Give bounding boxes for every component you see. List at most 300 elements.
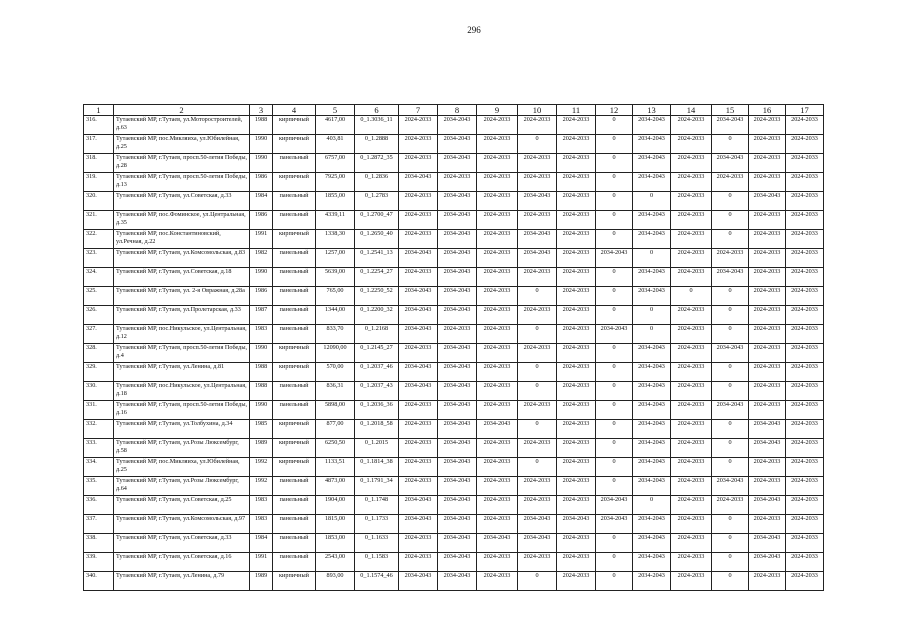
address-cell: Тутаевский МР, г.Тутаев, ул.Толбухина, д.34 — [114, 420, 250, 439]
table-cell: 2024-2033 — [786, 553, 824, 572]
table-cell: 1984 — [250, 192, 273, 211]
table-cell: 0 — [596, 173, 633, 192]
table-cell: кирпичный — [273, 230, 316, 249]
table-cell: 2024-2033 — [671, 192, 712, 211]
address-cell: Тутаевский МР, г.Тутаев, ул.Ленина, д.79 — [114, 572, 250, 591]
table-cell: 2024-2033 — [749, 344, 786, 363]
table-cell: панельный — [273, 496, 316, 515]
address-cell: Тутаевский МР, г.Тутаев, ул. 2-я Овражная, д.28а — [114, 287, 250, 306]
table-cell: 2024-2033 — [477, 268, 518, 287]
table-cell: 2024-2033 — [749, 249, 786, 268]
table-row — [84, 477, 824, 496]
row-number-cell: 325. — [84, 287, 114, 306]
table-cell: 0 — [518, 382, 557, 401]
table-cell: 2024-2033 — [786, 116, 824, 135]
table-row — [84, 287, 824, 306]
table-cell: 2034-2043 — [438, 401, 477, 420]
table-cell: 2024-2033 — [749, 116, 786, 135]
table-cell: 2024-2033 — [477, 572, 518, 591]
table-cell: 1987 — [250, 306, 273, 325]
table-cell: 12090,00 — [316, 344, 355, 363]
table-cell: 2034-2043 — [399, 496, 438, 515]
column-header: 7 — [399, 105, 438, 116]
row-number-cell: 331. — [84, 401, 114, 420]
table-cell: кирпичный — [273, 116, 316, 135]
table-cell: 1988 — [250, 116, 273, 135]
table-cell: 2034-2043 — [749, 534, 786, 553]
table-cell: 2034-2043 — [712, 268, 749, 287]
table-cell: кирпичный — [273, 572, 316, 591]
table-cell: 2034-2043 — [633, 173, 671, 192]
address-cell: Тутаевский МР, г.Тутаев, ул.Моторостроителей, д.63 — [114, 116, 250, 135]
address-cell: Тутаевский МР, г.Тутаев, ул.Комсомольская, д.83 — [114, 249, 250, 268]
table-cell: 1990 — [250, 268, 273, 287]
table-cell: 0_1.2872_35 — [355, 154, 399, 173]
table-cell: 0 — [596, 420, 633, 439]
table-cell: 2024-2033 — [399, 230, 438, 249]
table-cell: 2024-2033 — [438, 173, 477, 192]
table-cell: 0 — [596, 306, 633, 325]
row-number-cell: 334. — [84, 458, 114, 477]
table-cell: панельный — [273, 192, 316, 211]
table-cell: 2024-2033 — [786, 154, 824, 173]
table-cell: 0_1.2783 — [355, 192, 399, 211]
table-cell: 2034-2043 — [596, 325, 633, 344]
table-cell: 2034-2043 — [518, 249, 557, 268]
table-cell: 2034-2043 — [399, 515, 438, 534]
table-cell: 0 — [712, 515, 749, 534]
table-cell: 2034-2043 — [633, 135, 671, 154]
table-cell: панельный — [273, 553, 316, 572]
table-cell: 2034-2043 — [438, 116, 477, 135]
table-cell: 2024-2033 — [557, 249, 596, 268]
table-cell: 2034-2043 — [633, 401, 671, 420]
table-cell: 2024-2033 — [671, 439, 712, 458]
table-cell: 2024-2033 — [786, 420, 824, 439]
table-cell: 2024-2033 — [786, 572, 824, 591]
table-cell: 2034-2043 — [438, 230, 477, 249]
table-cell: 2024-2033 — [518, 439, 557, 458]
table-cell: 2024-2033 — [712, 249, 749, 268]
table-cell: 0_1.2650_40 — [355, 230, 399, 249]
table-cell: 2024-2033 — [399, 268, 438, 287]
table-cell: 2024-2033 — [749, 154, 786, 173]
table-cell: 0 — [712, 572, 749, 591]
table-cell: 2034-2043 — [596, 515, 633, 534]
table-cell: 2024-2033 — [518, 154, 557, 173]
table-cell: 2024-2033 — [557, 420, 596, 439]
table-row — [84, 306, 824, 325]
table-cell: 2024-2033 — [518, 553, 557, 572]
table-cell: 2024-2033 — [477, 154, 518, 173]
table-cell: 0_1.3036_11 — [355, 116, 399, 135]
table-cell: 1990 — [250, 401, 273, 420]
column-header: 8 — [438, 105, 477, 116]
row-number-cell: 323. — [84, 249, 114, 268]
table-cell: 2024-2033 — [399, 439, 438, 458]
table-cell: 2034-2043 — [438, 572, 477, 591]
table-cell: 403,81 — [316, 135, 355, 154]
table-cell: 2024-2033 — [557, 496, 596, 515]
table-cell: 1983 — [250, 515, 273, 534]
table-cell: 0 — [596, 268, 633, 287]
table-cell: 0 — [712, 363, 749, 382]
table-cell: панельный — [273, 515, 316, 534]
table-cell: 2024-2033 — [671, 477, 712, 496]
table-cell: 2024-2033 — [399, 477, 438, 496]
table-cell: 2034-2043 — [633, 439, 671, 458]
table-cell: 2034-2043 — [399, 173, 438, 192]
table-cell: 1815,00 — [316, 515, 355, 534]
address-cell: Тутаевский МР, пос.Фоминское, ул.Центральная, д.35 — [114, 211, 250, 230]
table-cell: 1990 — [250, 344, 273, 363]
table-cell: 2024-2033 — [786, 401, 824, 420]
table-cell: 0 — [596, 363, 633, 382]
table-cell: 893,00 — [316, 572, 355, 591]
table-cell: 6757,00 — [316, 154, 355, 173]
table-cell: кирпичный — [273, 135, 316, 154]
row-number-cell: 335. — [84, 477, 114, 496]
column-header: 14 — [671, 105, 712, 116]
table-cell: 0 — [712, 420, 749, 439]
table-cell: 0_1.2200_32 — [355, 306, 399, 325]
table-cell: 0_1.2037_46 — [355, 363, 399, 382]
table-cell: 2024-2033 — [399, 458, 438, 477]
table-cell: 2024-2033 — [557, 230, 596, 249]
table-cell: 2034-2043 — [399, 382, 438, 401]
table-cell: 2034-2043 — [438, 534, 477, 553]
table-cell: панельный — [273, 268, 316, 287]
table-cell: 2034-2043 — [633, 154, 671, 173]
table-cell: 2024-2033 — [477, 553, 518, 572]
table-cell: 1989 — [250, 439, 273, 458]
table-row — [84, 230, 824, 249]
address-cell: Тутаевский МР, г.Тутаев, ул.Советская, д.25 — [114, 496, 250, 515]
table-cell: 1986 — [250, 211, 273, 230]
column-header: 11 — [557, 105, 596, 116]
table-cell: 2034-2043 — [633, 230, 671, 249]
table-cell: 2034-2043 — [712, 477, 749, 496]
column-header: 1 — [84, 105, 114, 116]
table-cell: 2024-2033 — [518, 173, 557, 192]
table-cell: 2034-2043 — [477, 420, 518, 439]
column-header: 5 — [316, 105, 355, 116]
row-number-cell: 329. — [84, 363, 114, 382]
table-cell: 0 — [712, 306, 749, 325]
data-table — [83, 104, 824, 591]
table-cell: 2024-2033 — [749, 211, 786, 230]
table-cell: 2024-2033 — [557, 325, 596, 344]
table-cell: 2024-2033 — [671, 382, 712, 401]
table-cell: 2034-2043 — [749, 496, 786, 515]
table-cell: 0_1.2018_58 — [355, 420, 399, 439]
address-cell: Тутаевский МР, пос.Микляиха, ул.Юбилейная, д.25 — [114, 458, 250, 477]
table-cell: панельный — [273, 477, 316, 496]
table-cell: панельный — [273, 154, 316, 173]
table-cell: 0 — [633, 306, 671, 325]
table-cell: 0 — [518, 458, 557, 477]
table-row — [84, 534, 824, 553]
table-cell: 836,31 — [316, 382, 355, 401]
table-cell: 2024-2033 — [399, 344, 438, 363]
table-cell: 1983 — [250, 325, 273, 344]
table-cell: 2024-2033 — [671, 458, 712, 477]
table-row — [84, 211, 824, 230]
table-cell: 2024-2033 — [786, 192, 824, 211]
table-cell: 2024-2033 — [557, 439, 596, 458]
table-cell: 2034-2043 — [438, 154, 477, 173]
table-cell: 0_1.2700_47 — [355, 211, 399, 230]
table-cell: 1991 — [250, 553, 273, 572]
table-cell: 0_1.1633 — [355, 534, 399, 553]
table-cell: 2024-2033 — [671, 572, 712, 591]
column-header: 6 — [355, 105, 399, 116]
row-number-cell: 324. — [84, 268, 114, 287]
table-cell: 2024-2033 — [671, 534, 712, 553]
table-cell: 2024-2033 — [557, 363, 596, 382]
table-cell: 0 — [712, 553, 749, 572]
table-row — [84, 439, 824, 458]
table-cell: 2024-2033 — [671, 496, 712, 515]
table-cell: 2034-2043 — [399, 287, 438, 306]
table-cell: 2024-2033 — [477, 363, 518, 382]
table-cell: 0 — [633, 192, 671, 211]
table-cell: 2024-2033 — [671, 173, 712, 192]
table-cell: 2034-2043 — [438, 382, 477, 401]
table-cell: 2034-2043 — [633, 211, 671, 230]
table-row — [84, 553, 824, 572]
table-cell: 2024-2033 — [477, 116, 518, 135]
table-cell: 2034-2043 — [518, 230, 557, 249]
table-cell: 0 — [596, 572, 633, 591]
table-cell: 2034-2043 — [518, 192, 557, 211]
table-cell: 0 — [596, 154, 633, 173]
table-cell: 2034-2043 — [438, 420, 477, 439]
table-cell: 2024-2033 — [786, 534, 824, 553]
table-cell: 2034-2043 — [438, 135, 477, 154]
table-cell: 2024-2033 — [671, 230, 712, 249]
row-number-cell: 327. — [84, 325, 114, 344]
table-cell: кирпичный — [273, 363, 316, 382]
table-cell: 1992 — [250, 458, 273, 477]
table-cell: 2034-2043 — [399, 249, 438, 268]
table-row — [84, 249, 824, 268]
table-cell: 0_1.1733 — [355, 515, 399, 534]
table-cell: 4339,11 — [316, 211, 355, 230]
table-cell: 2024-2033 — [786, 496, 824, 515]
table-cell: 0 — [596, 439, 633, 458]
table-cell: 2034-2043 — [633, 515, 671, 534]
table-cell: 0_1.2015 — [355, 439, 399, 458]
row-number-cell: 319. — [84, 173, 114, 192]
table-cell: 1984 — [250, 534, 273, 553]
table-cell: 2034-2043 — [557, 515, 596, 534]
table-cell: 2034-2043 — [438, 192, 477, 211]
table-cell: 2024-2033 — [399, 401, 438, 420]
row-number-cell: 321. — [84, 211, 114, 230]
table-cell: 2034-2043 — [438, 211, 477, 230]
row-number-cell: 326. — [84, 306, 114, 325]
table-cell: 2024-2033 — [786, 325, 824, 344]
table-cell: кирпичный — [273, 439, 316, 458]
table-cell: 2024-2033 — [557, 154, 596, 173]
table-cell: 2024-2033 — [557, 268, 596, 287]
row-number-cell: 333. — [84, 439, 114, 458]
table-cell: 0 — [596, 382, 633, 401]
table-cell: 2024-2033 — [557, 135, 596, 154]
address-cell: Тутаевский МР, г.Тутаев, ул.Советская, д.33 — [114, 192, 250, 211]
table-cell: 0_1.2888 — [355, 135, 399, 154]
table-cell: 2024-2033 — [749, 230, 786, 249]
table-cell: 0 — [712, 382, 749, 401]
table-cell: 2024-2033 — [786, 173, 824, 192]
row-number-cell: 338. — [84, 534, 114, 553]
table-cell: 2024-2033 — [518, 401, 557, 420]
table-cell: 2024-2033 — [399, 135, 438, 154]
table-cell: 2024-2033 — [671, 420, 712, 439]
table-cell: панельный — [273, 382, 316, 401]
table-cell: 0_1.1574_46 — [355, 572, 399, 591]
table-cell: 2034-2043 — [633, 344, 671, 363]
table-cell: 2543,00 — [316, 553, 355, 572]
table-cell: 0 — [596, 553, 633, 572]
column-header: 10 — [518, 105, 557, 116]
table-cell: 0_1.1583 — [355, 553, 399, 572]
table-cell: 2034-2043 — [749, 553, 786, 572]
table-cell: 2024-2033 — [557, 382, 596, 401]
table-cell: 2024-2033 — [557, 211, 596, 230]
address-cell: Тутаевский МР, г.Тутаев, ул.Розы Люксембург, д.64 — [114, 477, 250, 496]
table-cell: 2024-2033 — [477, 173, 518, 192]
table-cell: 1988 — [250, 382, 273, 401]
table-cell: 0 — [518, 325, 557, 344]
table-cell: 2034-2043 — [749, 192, 786, 211]
table-cell: 2024-2033 — [477, 135, 518, 154]
table-cell: 0 — [712, 230, 749, 249]
table-cell: 2034-2043 — [633, 382, 671, 401]
table-cell: 2024-2033 — [477, 325, 518, 344]
table-cell: панельный — [273, 211, 316, 230]
table-cell: 0 — [596, 458, 633, 477]
table-cell: 2024-2033 — [557, 534, 596, 553]
table-cell: 2024-2033 — [786, 363, 824, 382]
table-cell: 833,70 — [316, 325, 355, 344]
table-cell: 2024-2033 — [671, 515, 712, 534]
table-cell: 2024-2033 — [786, 211, 824, 230]
table-cell: 2024-2033 — [399, 116, 438, 135]
table-cell: 0 — [596, 344, 633, 363]
table-cell: 2024-2033 — [749, 382, 786, 401]
table-cell: 2034-2043 — [477, 534, 518, 553]
table-cell: 2024-2033 — [786, 306, 824, 325]
table-cell: 2034-2043 — [518, 515, 557, 534]
address-cell: Тутаевский МР, г.Тутаев, ул.Розы Люксембург, д.58 — [114, 439, 250, 458]
table-cell: 2034-2043 — [438, 287, 477, 306]
row-number-cell: 332. — [84, 420, 114, 439]
table-cell: 0 — [596, 192, 633, 211]
table-header — [84, 105, 824, 116]
table-cell: 0 — [596, 116, 633, 135]
address-cell: Тутаевский МР, г.Тутаев, ул.Ленина, д.81 — [114, 363, 250, 382]
table-cell: 2034-2043 — [438, 553, 477, 572]
table-cell: 2024-2033 — [477, 211, 518, 230]
column-header: 3 — [250, 105, 273, 116]
table-cell: 2034-2043 — [633, 420, 671, 439]
table-cell: 1338,30 — [316, 230, 355, 249]
table-row — [84, 382, 824, 401]
table-cell: 2024-2033 — [399, 534, 438, 553]
table-cell: 1991 — [250, 230, 273, 249]
table-cell: 2024-2033 — [557, 192, 596, 211]
table-row — [84, 268, 824, 287]
table-cell: 2024-2033 — [786, 249, 824, 268]
table-cell: 2034-2043 — [399, 325, 438, 344]
table-cell: 2024-2033 — [399, 211, 438, 230]
table-cell: 2024-2033 — [477, 382, 518, 401]
table-cell: 2024-2033 — [671, 363, 712, 382]
table-cell: 2024-2033 — [671, 116, 712, 135]
table-row — [84, 116, 824, 135]
row-number-cell: 318. — [84, 154, 114, 173]
table-cell: 2024-2033 — [557, 306, 596, 325]
table-cell: 2024-2033 — [786, 344, 824, 363]
table-cell: 1990 — [250, 154, 273, 173]
table-cell: 1986 — [250, 287, 273, 306]
table-row — [84, 173, 824, 192]
table-cell: 2024-2033 — [786, 439, 824, 458]
address-cell: Тутаевский МР, г.Тутаев, ул.Советская, д.33 — [114, 534, 250, 553]
table-cell: 0 — [596, 401, 633, 420]
address-cell: Тутаевский МР, пос.Микляиха, ул.Юбилейная, д.25 — [114, 135, 250, 154]
column-header: 12 — [596, 105, 633, 116]
table-cell: 2024-2033 — [671, 306, 712, 325]
table-cell: 0 — [712, 458, 749, 477]
table-cell: 2034-2043 — [438, 458, 477, 477]
table-cell: 1985 — [250, 420, 273, 439]
table-cell: кирпичный — [273, 458, 316, 477]
table-cell: 2024-2033 — [518, 116, 557, 135]
table-cell: 2024-2033 — [749, 572, 786, 591]
table-cell: 2024-2033 — [557, 477, 596, 496]
table-row — [84, 325, 824, 344]
table-cell: 2034-2043 — [633, 572, 671, 591]
table-cell: 0_1.2254_27 — [355, 268, 399, 287]
table-cell: 2024-2033 — [477, 306, 518, 325]
table-cell: 2024-2033 — [749, 287, 786, 306]
table-cell: 0 — [712, 287, 749, 306]
table-cell: 0 — [712, 211, 749, 230]
table-cell: 0 — [712, 439, 749, 458]
table-cell: 1986 — [250, 173, 273, 192]
table-row — [84, 496, 824, 515]
table-row — [84, 363, 824, 382]
table-cell: 2024-2033 — [749, 306, 786, 325]
table-row — [84, 154, 824, 173]
table-cell: 0 — [596, 135, 633, 154]
row-number-cell: 322. — [84, 230, 114, 249]
table-cell: 0 — [712, 534, 749, 553]
table-row — [84, 192, 824, 211]
table-cell: 2024-2033 — [786, 287, 824, 306]
table-cell: 0 — [712, 135, 749, 154]
table-cell: 2034-2043 — [712, 116, 749, 135]
column-header: 15 — [712, 105, 749, 116]
table-cell: 1133,51 — [316, 458, 355, 477]
table-cell: панельный — [273, 306, 316, 325]
column-header: 4 — [273, 105, 316, 116]
table-cell: 2024-2033 — [399, 154, 438, 173]
table-cell: 2034-2043 — [633, 458, 671, 477]
